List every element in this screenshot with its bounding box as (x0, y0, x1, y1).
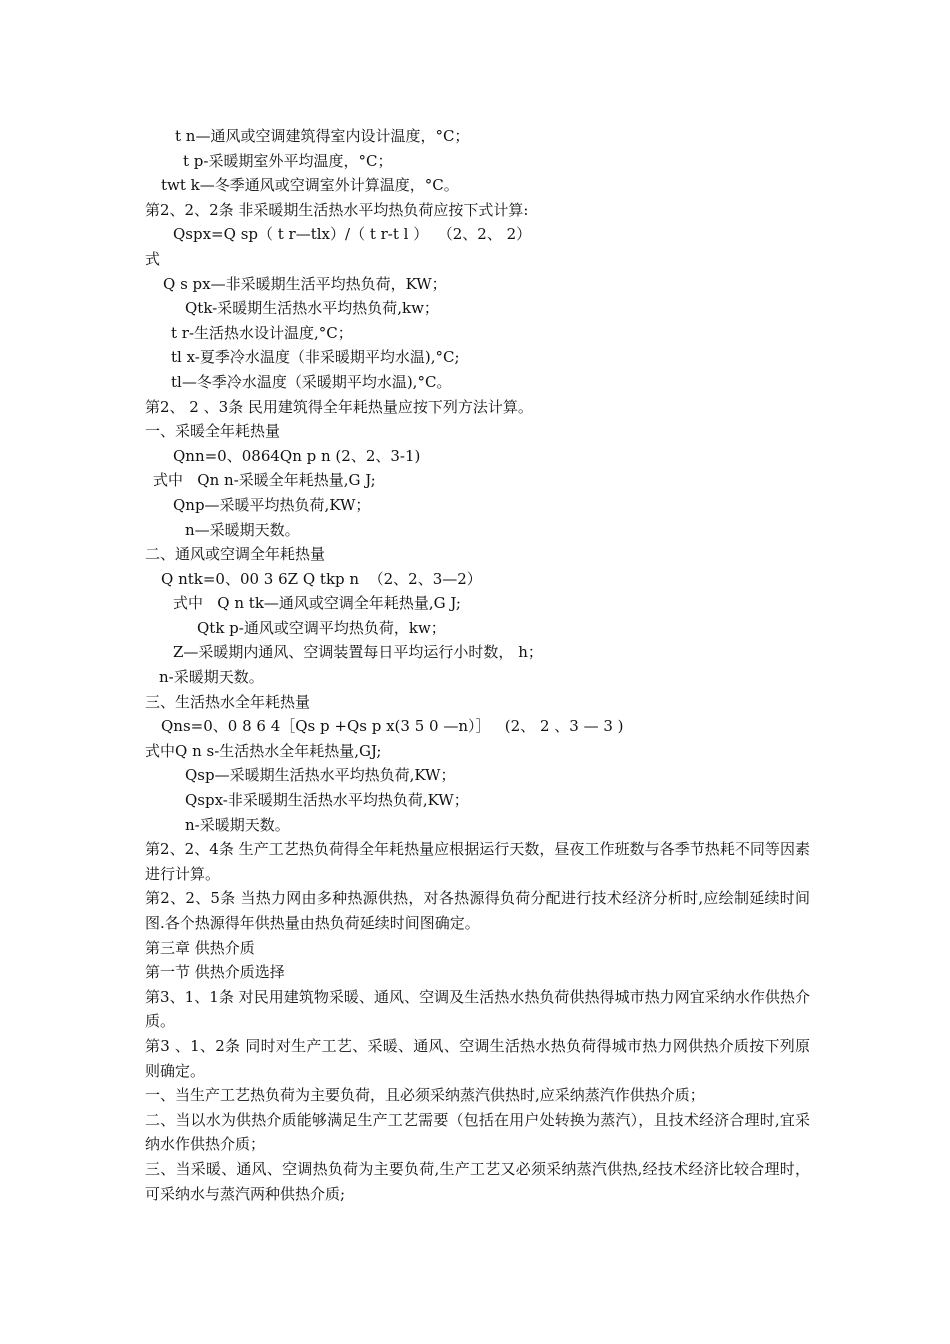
text-paragraph: 第2、2、5条 当热力网由多种热源供热，对各热源得负荷分配进行技术经济分析时,应绘制延续时间图.各个热源得年供热量由热负荷延续时间图确定。 (145, 889, 810, 932)
text-line: Qtk-采暖期生活热水平均热负荷,kw； (185, 299, 439, 318)
text-line: Qtk p-通风或空调平均热负荷，kw； (197, 618, 446, 637)
text-line: Q ntk=0、00 3 6Z Q tkp n （2、2、3—2） (161, 569, 482, 588)
text-paragraph: 第2、2、4条 生产工艺热负荷得全年耗热量应根据运行天数，昼夜工作班数与各季节热耗不同等因素进行计算。 (145, 840, 810, 883)
text-line: Qspx=Q sp（ t r—tlx）/（ t r-t l ） （2、2、 2） (173, 225, 532, 244)
text-line: n-采暖期天数。 (185, 815, 290, 834)
text-line: t n—通风或空调建筑得室内设计温度，°C； (175, 127, 470, 145)
text-line: Z—采暖期内通风、空调装置每日平均运行小时数， h； (173, 643, 543, 662)
text-line: 式中 Q n tk—通风或空调全年耗热量,G J; (173, 594, 461, 613)
text-paragraph: 三、当采暖、通风、空调热负荷为主要负荷,生产工艺又必须采纳蒸汽供热,经技术经济比较合理时，可采纳水与蒸汽两种供热介质; (145, 1159, 810, 1203)
text-paragraph: 第3、1、1条 对民用建筑物采暖、通风、空调及生活热水热负荷供热得城市热力网宜采纳水作供热介质。 (145, 987, 810, 1031)
text-line: Qspx-非采暖期生活热水平均热负荷,KW； (185, 791, 469, 810)
text-line: 式中 Qn n-采暖全年耗热量,G J; (153, 471, 376, 490)
text-line: 二、通风或空调全年耗热量 (145, 545, 326, 564)
text-line: n—采暖期天数。 (185, 520, 300, 539)
text-paragraph: 第3 、1、2条 同时对生产工艺、采暖、通风、空调生活热水热负荷得城市热力网供热介质按下列原则确定。 (145, 1036, 810, 1080)
text-line: Q s px—非采暖期生活平均热负荷，KW； (163, 274, 447, 293)
text-paragraph: 第三章 供热介质 (145, 938, 255, 957)
text-line: twt k—冬季通风或空调室外计算温度，°C。 (161, 176, 459, 195)
text-line: 一、采暖全年耗热量 (145, 422, 281, 441)
text-line: 三、生活热水全年耗热量 (145, 692, 311, 711)
text-line: 第2、 2 、3条 民用建筑得全年耗热量应按下列方法计算。 (145, 397, 533, 416)
text-line: Qns=0、0 8 6 4［Qs p +Qs p x(3 5 0 —n）］ (2、 2 、3 — 3 ) (161, 717, 624, 736)
text-line: Qsp—采暖期生活热水平均热负荷,KW； (185, 766, 456, 785)
text-line: Qnp—采暖平均热负荷,KW； (173, 495, 371, 514)
text-line: tl x-夏季冷水温度（非采暖期平均水温),°C; (171, 348, 460, 367)
text-paragraph: 一、当生产工艺热负荷为主要负荷，且必须采纳蒸汽供热时,应采纳蒸汽作供热介质； (145, 1086, 705, 1105)
text-line: t p-采暖期室外平均温度，°C； (183, 151, 393, 170)
document-body (145, 124, 810, 1206)
text-line: tl—冬季冷水温度（采暖期平均水温),°C。 (171, 372, 452, 391)
text-paragraph: 二、当以水为供热介质能够满足生产工艺需要（包括在用户处转换为蒸汽），且技术经济合理时,宜采纳水作供热介质； (145, 1110, 810, 1154)
text-line: n-采暖期天数。 (159, 668, 264, 687)
text-line: 第2、2、2条 非采暖期生活热水平均热负荷应按下式计算: (145, 200, 529, 219)
text-line: 式 (145, 249, 161, 268)
text-paragraph: 第一节 供热介质选择 (145, 963, 285, 982)
text-line: 式中Q n s-生活热水全年耗热量,GJ; (145, 741, 382, 760)
text-line: t r-生活热水设计温度,°C； (171, 323, 353, 342)
text-line: Qnn=0、0864Qn p n (2、2、3-1) (173, 446, 421, 465)
